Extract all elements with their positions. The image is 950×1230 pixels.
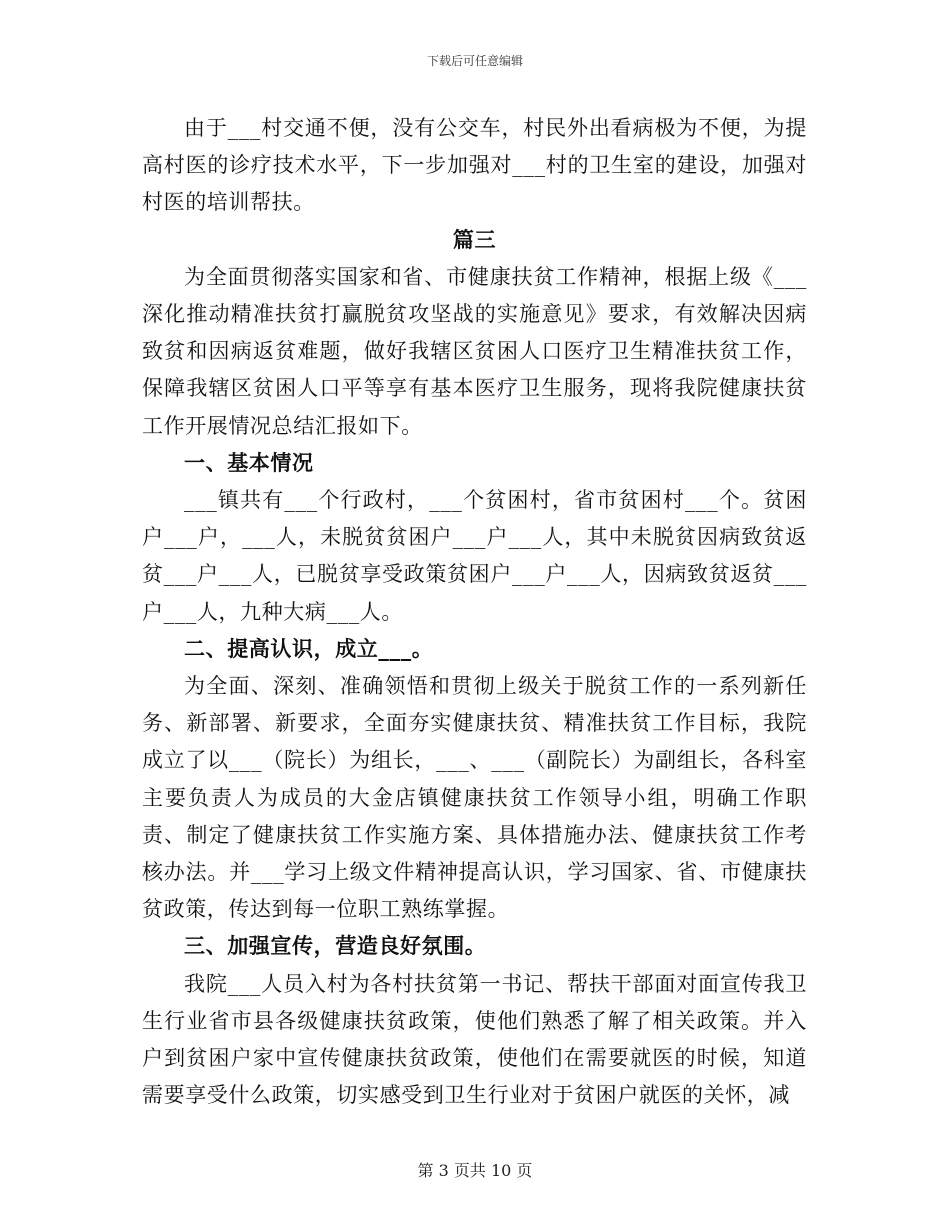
paragraph-publicity: 我院___人员入村为各村扶贫第一书记、帮扶干部面对面宣传我卫生行业省市县各级健康扶贫政策，使他们熟悉了解了相关政策。并入户到贫困户家中宣传健康扶贫政策，使他们在需要就医的时候，知道需要享受什么政策，切实感受到卫生行业对于贫困户就医的关怀，减 — [142, 971, 807, 1108]
paragraph-raise-awareness: 为全面、深刻、准确领悟和贯彻上级关于脱贫工作的一系列新任务、新部署、新要求，全面夯实健康扶贫、精准扶贫工作目标，我院成立了以___（院长）为组长，___、___（副院长）为副组长，各科室主要负责人为成员的大金店镇健康扶贫工作领导小组，明确工作职责、制定了健康扶贫工作实施方案、具体措施办法、健康扶贫工作考核办法。并___学习上级文件精神提高认识，学习国家、省、市健康扶贫政策，传达到每一位职工熟练掌握。 — [142, 674, 807, 922]
document-body — [142, 110, 807, 1114]
heading-publicity: 三、加强宣传，营造良好氛围。 — [184, 934, 487, 959]
paragraph-village-transport: 由于___村交通不便，没有公交车，村民外出看病极为不便，为提高村医的诊疗技术水平，下一步加强对___村的卫生室的建设，加强对村医的培训帮扶。 — [142, 116, 807, 215]
paragraph-basic-situation: ___镇共有___个行政村，___个贫困村，省市贫困村___个。贫困户___户，___人，未脱贫贫困户___户___人，其中未脱贫因病致贫返贫___户___人，已脱贫享受政策贫困户___户___人，因病致贫返贫___户___人，九种大病___人。 — [142, 488, 807, 624]
page-header-note: 下载后可任意编辑 — [426, 54, 523, 68]
heading-basic-situation: 一、基本情况 — [184, 450, 314, 475]
section-title: 篇三 — [452, 227, 497, 252]
heading-raise-awareness: 二、提高认识，成立___。 — [184, 636, 434, 661]
page-number: 第 3 页共 10 页 — [417, 1161, 533, 1180]
paragraph-intro: 为全面贯彻落实国家和省、市健康扶贫工作精神，根据上级《___深化推动精准扶贫打赢脱贫攻坚战的实施意见》要求，有效解决因病致贫和因病返贫难题，做好我辖区贫困人口医疗卫生精准扶贫工作，保障我辖区贫困人口平等享有基本医疗卫生服务，现将我院健康扶贫工作开展情况总结汇报如下。 — [142, 264, 807, 438]
